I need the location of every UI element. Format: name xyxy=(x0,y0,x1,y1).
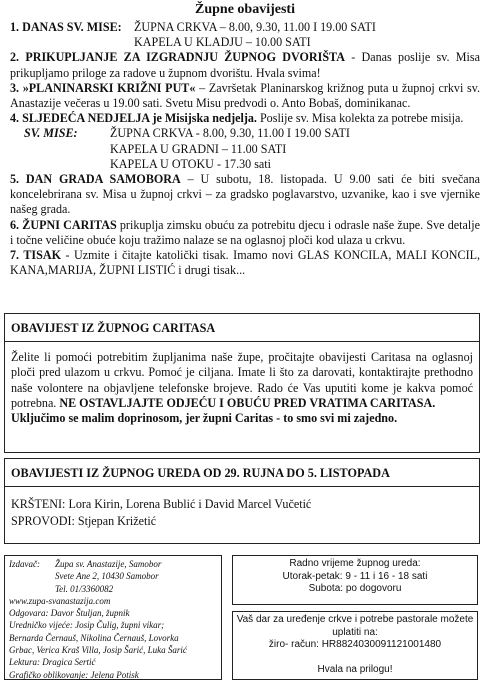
notice-5-text: – U subotu, 18. listopada. U 9.00 sati će biti svečana koncelebrirana sv. Misa u župnoj crkvi – za gradsko poglavarstvo, uzvanike, kao i sve vjernike našeg grada. xyxy=(10,172,480,217)
mass-label: 1. DANAS SV. MISE: xyxy=(10,20,122,34)
imprint-council-3: Grbac, Verica Kraš Villa, Josip Šarić, Luka Šarić xyxy=(9,645,187,656)
notice-3-text: – Završetak Planinarskog križnog puta u župnoj crkvi sv. Anastazije večeras u 19.00 sati. Svetu Misu predvodi o. Anto Bobaš, dominikanac. xyxy=(10,80,480,111)
notice-6-text: prikuplja zimsku obuću za potrebitu djecu i odrasle naše župe. Sve detalje i točne veličine obuće koju tražimo nalaze se na oglasnoj ploči kod ulaza u crkvu. xyxy=(10,217,480,247)
office-body xyxy=(5,487,479,530)
imprint-label: Izdavač: xyxy=(9,559,40,569)
next-sunday-masses xyxy=(10,126,480,172)
donation-box xyxy=(232,611,478,680)
caritas-text: Želite li pomoći potrebitim župljanima naše župe, pročitajte obavijesti Caritasa na oglasnoj ploči pred ulazom u crkvu. Pomoć je ciljana. Imate li što za darovati, kontaktirajte prethodno naše volontere na objavljene telefonske brojeve. Rado će Vas uputiti kome je kakva pomoć potrebna. xyxy=(11,350,473,410)
baptized-line: KRŠTENI: Lora Kirin, Lorena Bublić i David Marcel Vučetić xyxy=(11,497,312,511)
hours-saturday: Subota: po dogovoru xyxy=(308,583,402,594)
notice-6-title: 6. ŽUPNI CARITAS xyxy=(10,217,117,232)
sv-line-2: KAPELA U GRADNI – 11.00 SATI xyxy=(110,141,287,156)
imprint-design: Grafičko oblikovanje: Jelena Potisk xyxy=(9,669,139,680)
caritas-appeal: Uključimo se malim doprinosom, jer župni Caritas - to smo svi mi zajedno. xyxy=(11,411,398,426)
notice-5 xyxy=(10,172,480,218)
office-hours-box xyxy=(232,555,478,605)
hours-title: Radno vrijeme župnog ureda: xyxy=(289,558,421,569)
donation-thanks: Hvala na prilogu! xyxy=(317,663,393,675)
imprint-web[interactable]: www.zupa-svanastazija.com xyxy=(9,595,111,606)
caritas-heading: OBAVIJEST IZ ŽUPNOG CARITASA xyxy=(5,314,479,342)
notice-4 xyxy=(10,111,480,126)
imprint-council-2: Bernarda Černauš, Nikolina Černauš, Lovorka xyxy=(9,632,179,643)
imprint-address: Svete Ane 2, 10430 Samobor xyxy=(55,571,159,582)
imprint-publisher: Župa sv. Anastazije, Samobor xyxy=(55,559,162,569)
caritas-box xyxy=(4,313,480,453)
notice-6 xyxy=(10,218,480,248)
notice-5-title: 5. DAN GRADA SAMOBORA xyxy=(10,172,181,187)
notice-3 xyxy=(10,81,480,111)
notice-2 xyxy=(10,50,480,80)
parish-notices xyxy=(10,20,480,278)
hours-weekday: Utorak-petak: 9 - 11 i 16 - 18 sati xyxy=(282,570,428,582)
donation-line-1: Vaš dar za uređenje crkve i potrebe pastorale možete xyxy=(236,614,474,625)
donation-account: žiro- račun: HR8824030091121001480 xyxy=(268,639,442,650)
imprint-responsible: Odgovara: Davor Štuljan, župnik xyxy=(9,608,130,619)
notice-2-title: 2. PRIKUPLJANJE ZA IZGRADNJU ŽUPNOG DVORIŠTA xyxy=(10,50,345,65)
sv-mise-label: SV. MISE: xyxy=(24,126,78,141)
imprint-proofreading: Lektura: Dragica Sertić xyxy=(9,657,96,668)
sv-line-3: KAPELA U OTOKU - 17.30 sati xyxy=(110,156,272,171)
notice-7 xyxy=(10,248,480,278)
notice-3-title: 3. »PLANINARSKI KRIŽNI PUT« xyxy=(10,80,196,95)
notice-7-text: - Uzmite i čitajte katolički tisak. Imamo novi GLAS KONCILA, MALI KONCIL, KANA,MARIJA, ŽUPNI LISTIĆ i drugi tisak... xyxy=(10,248,481,278)
donation-line-2: uplatiti na: xyxy=(332,626,378,638)
mass-line-2: KAPELA U KLADJU – 10.00 SATI xyxy=(134,35,311,50)
mass-line-1: ŽUPNA CRKVA – 8.00, 9.30, 11.00 I 19.00 SATI xyxy=(134,20,376,34)
office-heading: OBAVIJESTI IZ ŽUPNOG UREDA OD 29. RUJNA DO 5. LISTOPADA xyxy=(5,459,479,487)
notice-4-title: 4. SLJEDEĆA NEDJELJA je Misijska nedjelja. xyxy=(10,111,257,126)
imprint-phone: Tel. 01/3360082 xyxy=(55,583,114,594)
caritas-warning: NE OSTAVLJAJTE ODJEĆU I OBUĆU PRED VRATIMA CARITASA. xyxy=(59,395,436,410)
mass-schedule xyxy=(10,20,480,50)
sv-line-1: ŽUPNA CRKVA - 8.00, 9.30, 11.00 I 19.00 SATI xyxy=(110,126,350,141)
notice-2-text: - Danas poslije sv. Misa prikupljamo priloge za radove u župnom dvorištu. Hvala svima! xyxy=(10,50,480,80)
imprint-council: Uredničko vijeće: Josip Čulig, župni vikar; xyxy=(9,620,165,631)
office-box xyxy=(4,458,480,544)
page-title: Župne obavijesti xyxy=(195,2,295,17)
funerals-line: SPROVODI: Stjepan Križetić xyxy=(11,514,157,528)
imprint-box xyxy=(4,555,222,680)
caritas-body xyxy=(5,342,479,426)
notice-4-text: Poslije sv. Misa kolekta za potrebe misija. xyxy=(256,111,464,126)
notice-7-title: 7. TISAK xyxy=(10,248,61,263)
